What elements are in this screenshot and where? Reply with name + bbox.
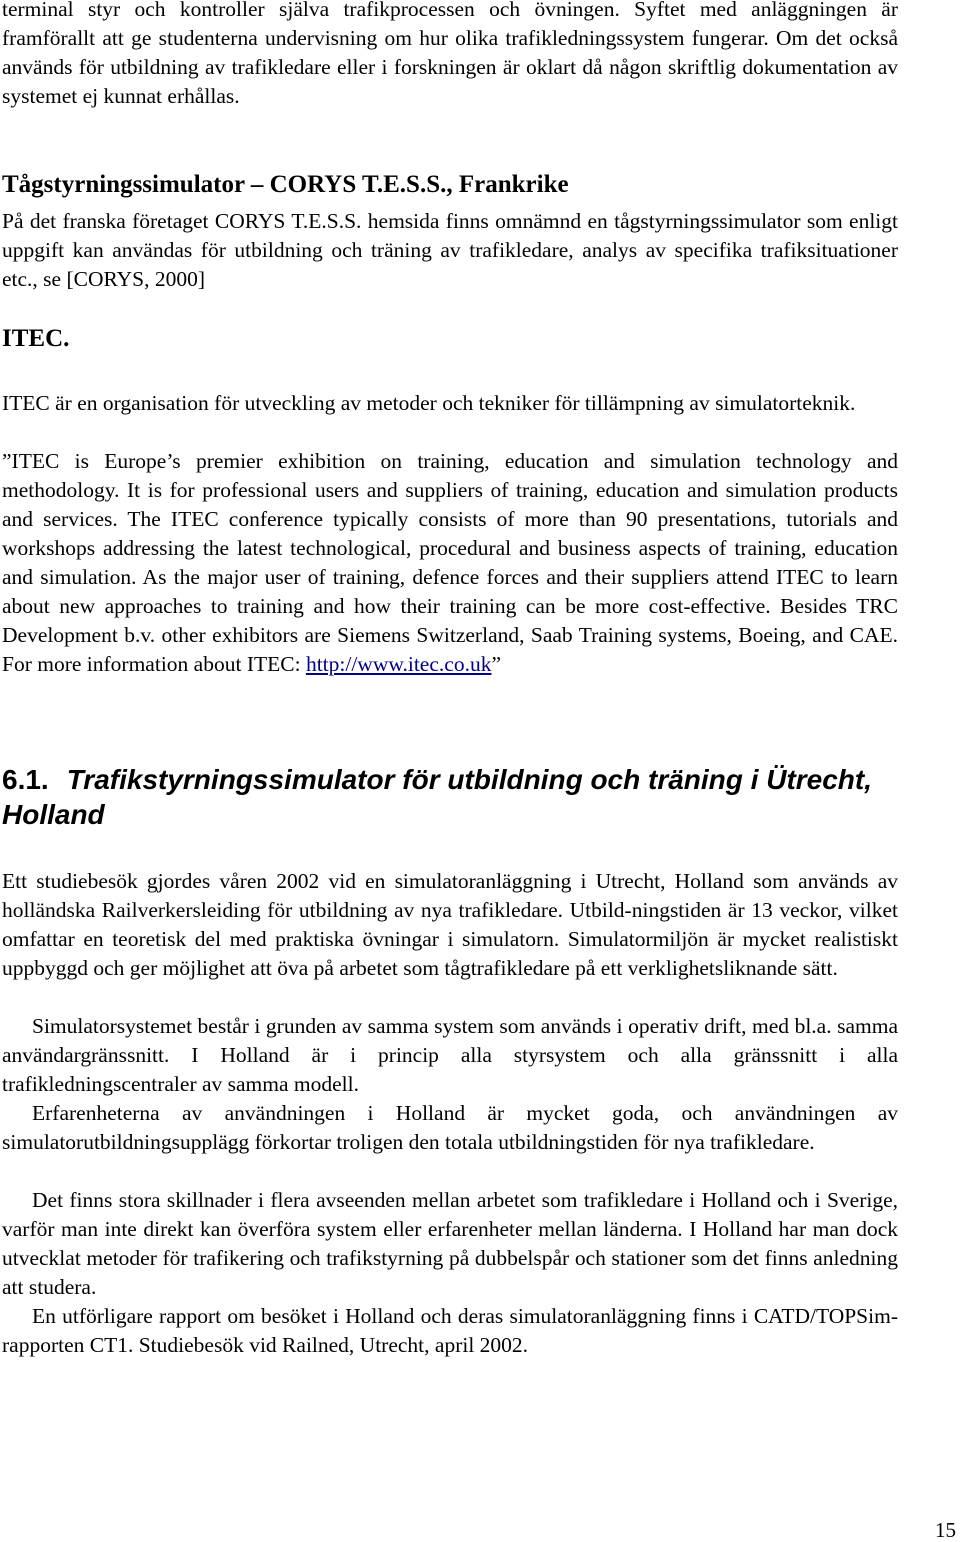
paragraph-4: Det finns stora skillnader i flera avseenden mellan arbetet som trafikledare i Holland och i Sverige, varför man inte direkt kan överföra system eller erfarenheter mellan länderna. I Holland har man dock utvecklat metoder för trafikering och trafikstyrning på dubbelspår och stationer som det finns anledning att studera.	[2, 1188, 898, 1299]
page-number: 15	[935, 1518, 956, 1542]
section-number: 6.1.	[2, 764, 49, 795]
itec-heading: ITEC.	[2, 325, 70, 352]
section-title: Trafikstyrningssimulator för utbildning och träning i Ütrecht, Holland	[2, 764, 873, 830]
corys-paragraph: På det franska företaget CORYS T.E.S.S. hemsida finns omnämnd en tågstyrningssimulator som enligt uppgift kan användas för utbildning och träning av trafikledare, analys av specifika trafiksituationer etc., se [CORYS, 2000]	[2, 209, 898, 291]
intro-paragraph: terminal styr och kontroller själva trafikprocessen och övningen. Syftet med anläggningen är framförallt att ge studenterna undervisning om hur olika trafikledningssystem fungerar. Om det också används för utbildning av trafikledare eller i forskningen är oklart då någon skriftlig dokumentation av systemet ej kunnat erhållas.	[2, 0, 898, 108]
itec-english-paragraph	[2, 447, 898, 679]
quote-open: ”	[2, 449, 12, 473]
paragraph-5: En utförligare rapport om besöket i Holland och deras simulatoranläggning finns i CATD/TOPSim-rapporten CT1. Studiebesök vid Railned, Utrecht, april 2002.	[2, 1304, 898, 1357]
itec-swedish-paragraph: ITEC är en organisation för utveckling av metoder och tekniker för tillämpning av simulatorteknik.	[2, 391, 856, 415]
section-heading	[2, 762, 902, 832]
itec-english-text: ITEC is Europe’s premier exhibition on training, education and simulation technology and methodology. It is for professional users and suppliers of training, education and simulation products and services. The ITEC conference typically consists of more than 90 presentations, tutorials and workshops addressing the latest technological, procedural and business aspects of training, education and simulation. As the major user of training, defence forces and their suppliers attend ITEC to learn about new approaches to training and how their training can be more cost-effective. Besides TRC Development b.v. other exhibitors are Siemens Switzerland, Saab Training systems, Boeing, and CAE. For more information about ITEC:	[2, 449, 898, 676]
paragraph-3: Erfarenheterna av användningen i Holland är mycket goda, och användningen av simulatorutbildningsupplägg förkortar troligen den totala utbildningstiden för nya trafikledare.	[2, 1101, 898, 1154]
corys-heading: Tågstyrningssimulator – CORYS T.E.S.S., Frankrike	[2, 171, 569, 198]
paragraph-2: Simulatorsystemet består i grunden av samma system som används i operativ drift, med bl.a. samma användargränssnitt. I Holland är i princip alla styrsystem och alla gränssnitt i alla trafikledningscentraler av samma modell.	[2, 1014, 898, 1096]
itec-website-link[interactable]: http://www.itec.co.uk	[305, 652, 492, 676]
quote-close: ”	[491, 652, 501, 676]
paragraph-1: Ett studiebesök gjordes våren 2002 vid en simulatoranläggning i Utrecht, Holland som används av holländska Railverkersleiding för utbildning av nya trafikledare. Utbild-ningstiden är 13 veckor, vilket omfattar en teoretisk del med praktiska övningar i simulatorn. Simulatormiljön är mycket realistiskt uppbyggd och ger möjlighet att öva på arbetet som tågtrafikledare på ett verklighetsliknande sätt.	[2, 869, 898, 980]
